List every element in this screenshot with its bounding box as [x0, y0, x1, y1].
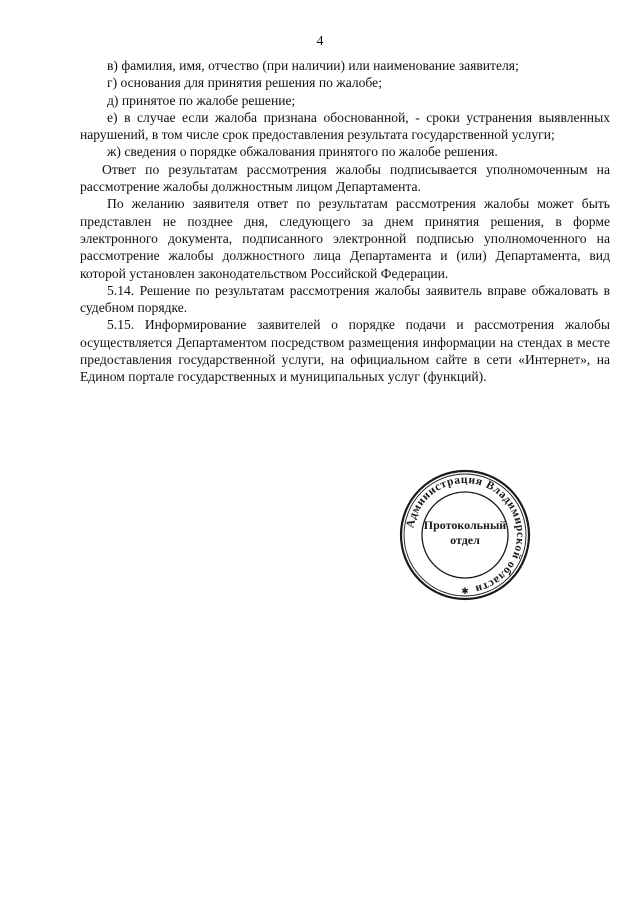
- paragraph-5-15: 5.15. Информирование заявителей о порядке подачи и рассмотрения жалобы осуществляется Департаментом посредством размещения информации на стендах в месте предоставления государственной услуги, на официальном сайте в сети «Интернет», на Едином портале государственных и муниципальных услуг (функций).: [80, 317, 610, 385]
- paragraph-electronic-response: По желанию заявителя ответ по результатам рассмотрения жалобы может быть представлен не позднее дня, следующего за днем принятия решения, в форме электронного документа, подписанного электронной подписью уполномоченного на рассмотрение жалобы должностного лица Департамента и (или) Департамента, вид которой установлен законодательством Российской Федерации.: [80, 196, 610, 281]
- list-item-v: в) фамилия, имя, отчество (при наличии) или наименование заявителя;: [107, 58, 519, 73]
- paragraph-5-14: 5.14. Решение по результатам рассмотрения жалобы заявитель вправе обжаловать в судебном порядке.: [80, 282, 610, 316]
- stamp-label-line1: Протокольный: [423, 518, 507, 532]
- list-item-zh: ж) сведения о порядке обжалования принятого по жалобе решения.: [107, 144, 498, 160]
- page-number: 4: [316, 34, 324, 49]
- list-item-g: г) основания для принятия решения по жалобе;: [107, 75, 382, 91]
- paragraph-response-signing: Ответ по результатам рассмотрения жалобы подписывается уполномоченным на рассмотрение жалобы должностным лицом Департамента.: [80, 161, 610, 195]
- document-body: [80, 57, 610, 386]
- list-item-d: д) принятое по жалобе решение;: [107, 92, 296, 108]
- official-stamp: [398, 468, 532, 602]
- list-item-e: е) в случае если жалоба признана обоснованной, - сроки устранения выявленных нарушений, в том числе срок предоставления результата государственной услуги;: [80, 109, 610, 143]
- stamp-label-line2: отдел: [450, 533, 480, 547]
- svg-text:✱: ✱: [461, 587, 469, 597]
- stamp-ring-text: Администрация Владимирской области: [404, 473, 527, 595]
- stamp-label: [398, 518, 532, 548]
